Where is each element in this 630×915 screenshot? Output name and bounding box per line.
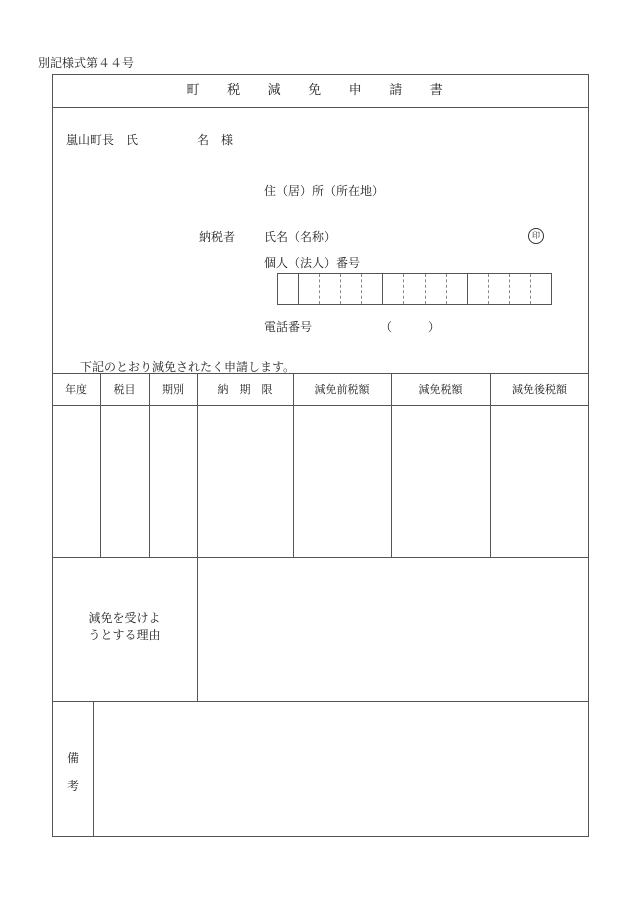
form-title: 町 税 減 免 申 請 書 (186, 83, 455, 98)
taxpayer-label: 納税者 (199, 230, 236, 244)
phone-paren: （ ） (380, 320, 441, 334)
remarks-label-2: 考 (67, 779, 80, 793)
addressee-suffix: 名 様 (197, 133, 234, 147)
table-bottom-line (52, 557, 589, 558)
address-label: 住（居）所（所在地） (264, 184, 385, 198)
number-digit-cell[interactable] (361, 274, 382, 304)
personal-number-label: 個人（法人）番号 (264, 256, 361, 270)
personal-number-boxes[interactable] (277, 273, 552, 305)
reason-bottom-line (52, 701, 589, 702)
remarks-label-1: 備 (67, 751, 80, 765)
number-digit-cell[interactable] (340, 274, 361, 304)
addressee-name: 嵐山町長 氏 (66, 133, 139, 147)
number-digit-cell[interactable] (446, 274, 467, 304)
request-statement: 下記のとおり減免されたく申請します。 (80, 360, 296, 374)
number-digit-cell[interactable] (403, 274, 424, 304)
reason-label (52, 610, 197, 644)
number-digit-cell[interactable] (382, 274, 403, 304)
seal-mark: 印 (528, 228, 544, 244)
title-divider (52, 107, 589, 108)
header-period: 期別 (162, 383, 184, 396)
phone-label: 電話番号 (264, 320, 313, 334)
number-digit-cell[interactable] (425, 274, 446, 304)
name-label: 氏名（名称） (264, 230, 337, 244)
header-year: 年度 (65, 383, 87, 396)
header-tax-after: 減免後税額 (512, 383, 567, 396)
number-digit-cell[interactable] (530, 274, 551, 304)
number-digit-cell[interactable] (298, 274, 319, 304)
remarks-divider (93, 701, 94, 836)
header-tax-before: 減免前税額 (314, 383, 370, 396)
col-divider (197, 373, 198, 701)
number-digit-cell[interactable] (467, 274, 488, 304)
number-digit-cell[interactable] (488, 274, 509, 304)
header-exemption-amount: 減免税額 (418, 383, 463, 396)
table-header-line (52, 405, 589, 406)
form-id: 別記様式第４４号 (38, 56, 135, 70)
number-digit-cell[interactable] (278, 274, 298, 304)
reason-label-line-2: うとする理由 (88, 628, 161, 642)
number-digit-cell[interactable] (509, 274, 530, 304)
number-digit-cell[interactable] (319, 274, 340, 304)
header-tax-item: 税目 (113, 383, 136, 396)
header-due-date: 納 期 限 (217, 383, 273, 396)
reason-label-line-1: 減免を受けよ (88, 611, 161, 625)
